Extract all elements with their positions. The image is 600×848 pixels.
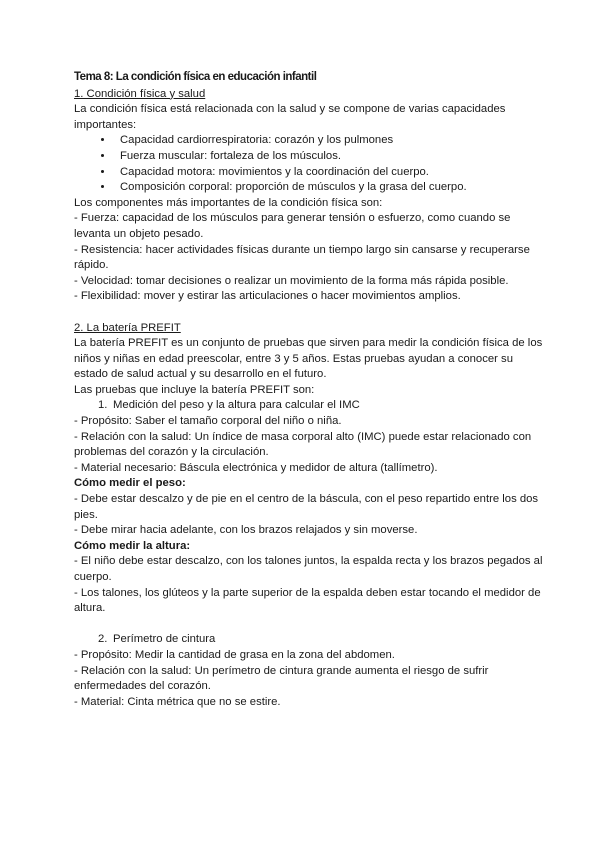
component-flexibilidad: - Flexibilidad: mover y estirar las articulaciones o hacer movimientos amplios. [74,290,461,303]
test1-label: Medición del peso y la altura para calcular el IMC [113,399,360,412]
weight-line: - Debe mirar hacia adelante, con los brazos relajados y sin moverse. [74,524,418,537]
test2-label: Perímetro de cintura [113,633,216,646]
test1-material: - Material necesario: Báscula electrónica y medidor de altura (tallímetro). [74,461,438,474]
test1-purpose: - Propósito: Saber el tamaño corporal del niño o niña. [74,415,342,428]
spacer [74,305,544,321]
test1-heading [74,398,544,414]
test1-number: 1. [98,399,108,412]
component-fuerza: - Fuerza: capacidad de los músculos para generar tensión o esfuerzo, como cuando se levanta un objeto pesado. [74,212,511,240]
capacities-list [74,133,544,195]
tests-intro: Las pruebas que incluye la batería PREFIT son: [74,383,315,396]
weight-heading: Cómo medir el peso: [74,477,186,490]
test2-material: - Material: Cinta métrica que no se estire. [74,695,281,708]
list-item: • Capacidad motora: movimientos y la coordinación del cuerpo. [114,165,544,181]
list-item: • Composición corporal: proporción de músculos y la grasa del cuerpo. [114,180,544,196]
list-item: • Fuerza muscular: fortaleza de los músculos. [114,149,544,165]
spacer [74,617,544,633]
components-intro: Los componentes más importantes de la condición física son: [74,196,383,209]
height-line: - Los talones, los glúteos y la parte superior de la espalda deben estar tocando el medidor de altura. [74,586,541,615]
section2-heading: 2. La batería PREFIT [74,321,181,334]
component-resistencia: - Resistencia: hacer actividades físicas durante un tiempo largo sin cansarse y recuperarse rápido. [74,243,530,272]
weight-line: - Debe estar descalzo y de pie en el centro de la báscula, con el peso repartido entre los dos pies. [74,493,539,521]
test2-purpose: - Propósito: Medir la cantidad de grasa en la zona del abdomen. [74,648,395,661]
test1-health: - Relación con la salud: Un índice de masa corporal alto (IMC) puede estar relacionado con problemas del corazón y la circulación. [74,430,532,459]
document-title: Tema 8: La condición física en educación infantil [74,71,317,83]
component-velocidad: - Velocidad: tomar decisiones o realizar un movimiento de la forma más rápida posible. [74,274,509,287]
test2-health: - Relación con la salud: Un perímetro de cintura grande aumenta el riesgo de sufrir enfermedades del corazón. [74,664,489,693]
document-page [74,70,544,710]
list-item: • Capacidad cardiorrespiratoria: corazón y los pulmones [114,133,544,149]
test2-number: 2. [98,633,108,646]
height-line: - El niño debe estar descalzo, con los talones juntos, la espalda recta y los brazos pegados al cuerpo. [74,555,543,583]
section1-intro: La condición física está relacionada con la salud y se compone de varias capacidades importantes: [74,103,506,131]
height-heading: Cómo medir la altura: [74,539,191,552]
section2-intro: La batería PREFIT es un conjunto de pruebas que sirven para medir la condición física de los niños y niñas en edad preescolar, entre 3 y 5 años. Estas pruebas ayudan a conocer su estado de salud actual y su desarrollo en el futuro. [74,337,543,381]
section1-heading: 1. Condición física y salud [74,87,206,100]
test2-heading [74,632,544,648]
